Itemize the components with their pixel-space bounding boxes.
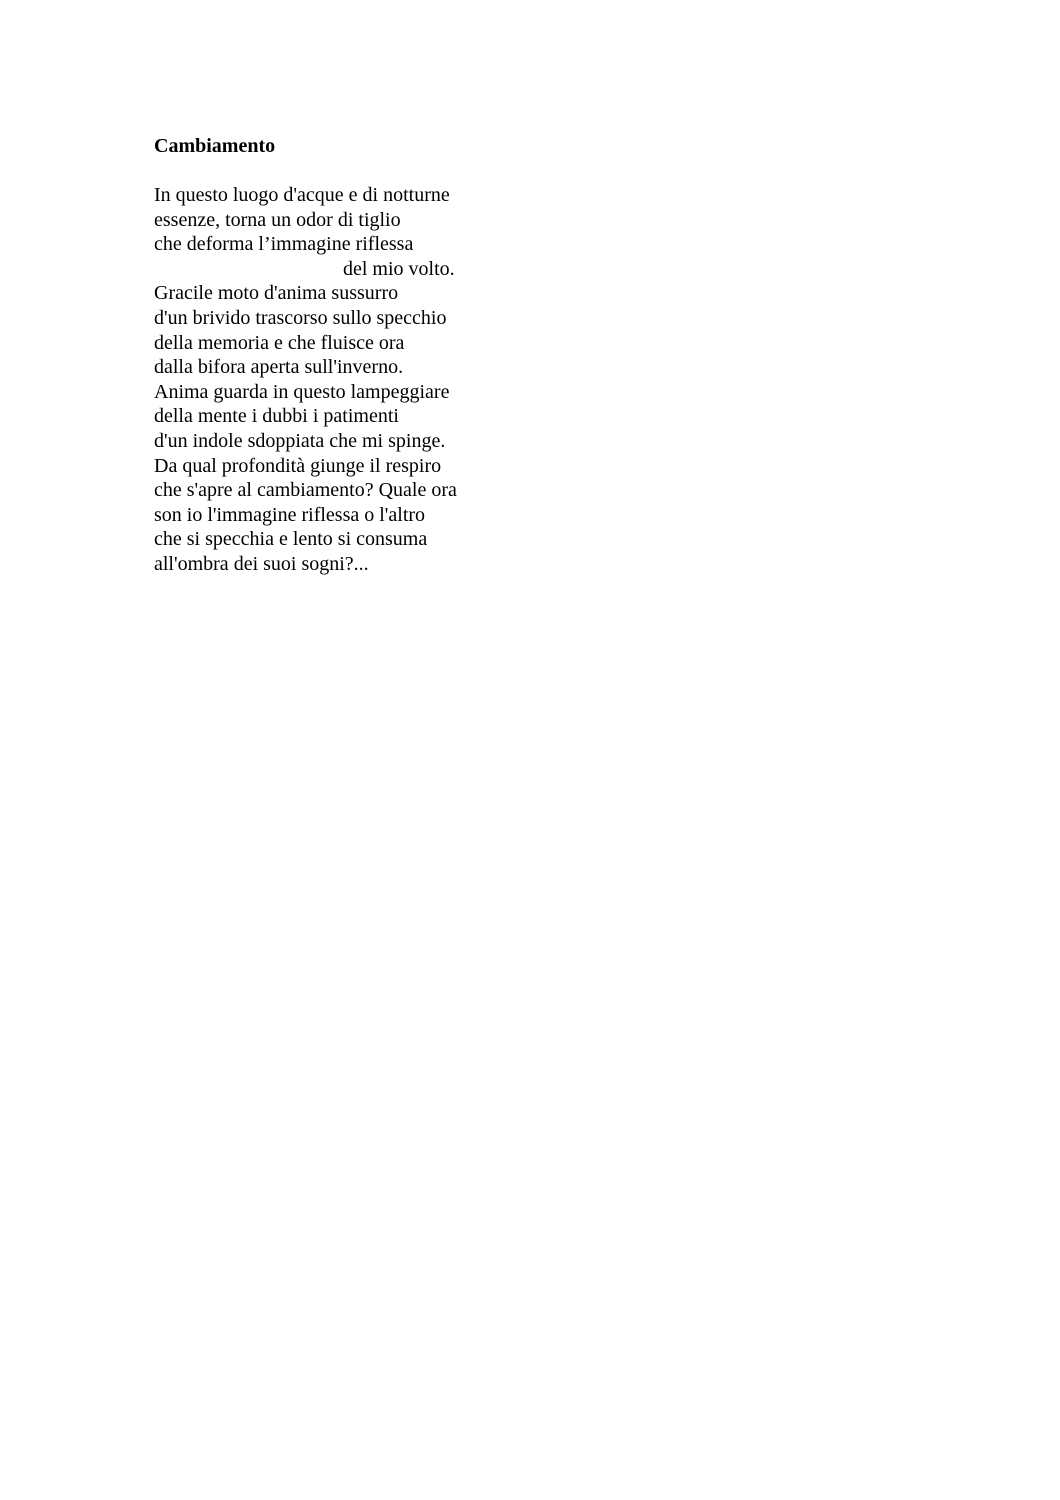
- poem-line-indented: del mio volto.: [343, 257, 455, 280]
- poem-line: all'ombra dei suoi sogni?...: [154, 552, 369, 575]
- poem-line: son io l'immagine riflessa o l'altro: [154, 503, 426, 526]
- poem-line: della mente i dubbi i patimenti: [154, 405, 399, 428]
- poem-line: che deforma l’immagine riflessa: [154, 233, 414, 256]
- poem-line: Gracile moto d'anima sussurro: [154, 282, 399, 305]
- poem-line: essenze, torna un odor di tiglio: [154, 208, 401, 231]
- poem-line: della memoria e che fluisce ora: [154, 331, 405, 354]
- poem-line: che si specchia e lento si consuma: [154, 528, 428, 551]
- poem-line: che s'apre al cambiamento? Quale ora: [154, 479, 457, 502]
- poem-line: d'un indole sdoppiata che mi spinge.: [154, 429, 446, 452]
- poem-line: Anima guarda in questo lampeggiare: [154, 380, 450, 403]
- poem-body: [154, 183, 514, 577]
- poem-line: Da qual profondità giunge il respiro: [154, 454, 442, 477]
- poem-line: d'un brivido trascorso sullo specchio: [154, 306, 447, 329]
- poem-title: Cambiamento: [154, 135, 276, 157]
- poem-line: dalla bifora aperta sull'inverno.: [154, 356, 404, 379]
- poem-line: In questo luogo d'acque e di notturne: [154, 184, 450, 206]
